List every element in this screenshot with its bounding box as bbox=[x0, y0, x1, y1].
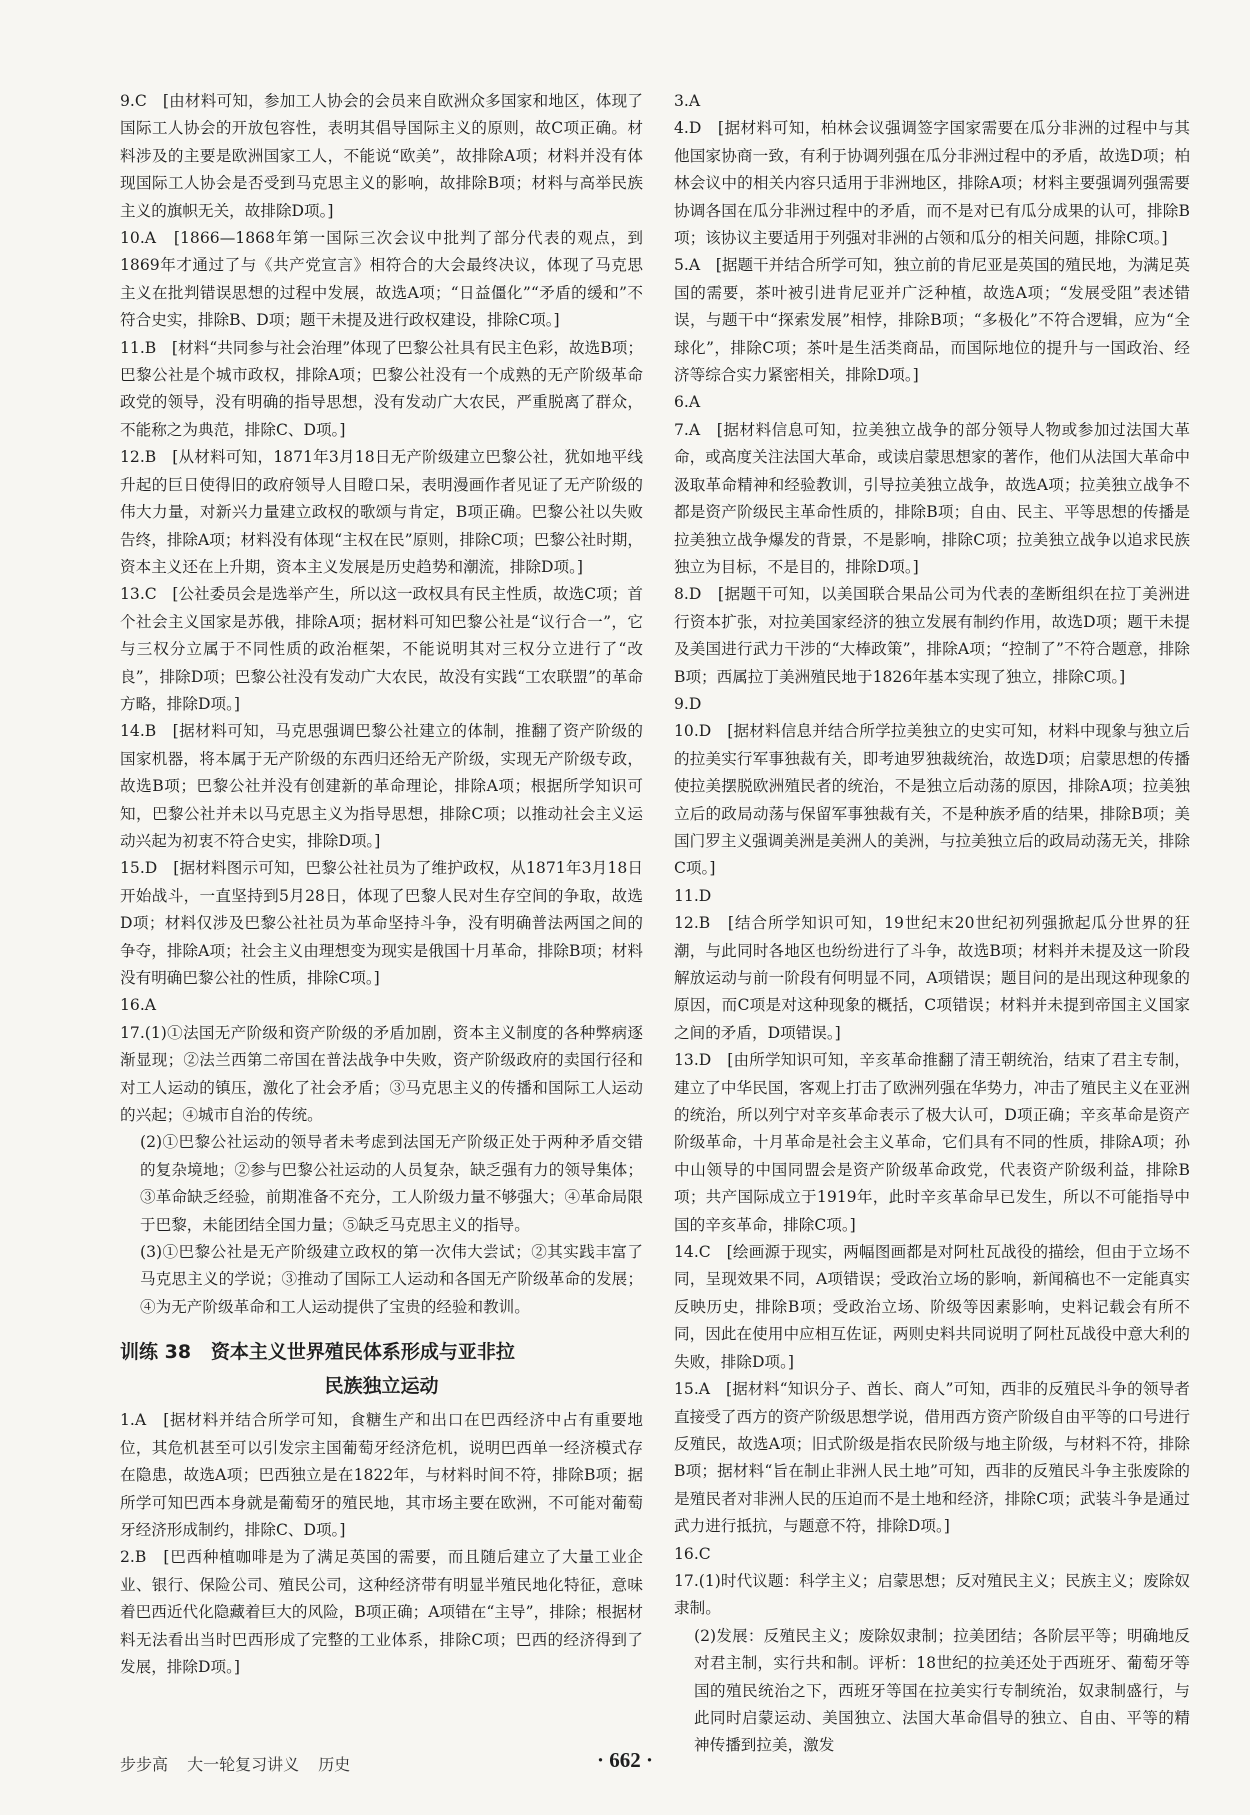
answer-38-10: 10.D [据材料信息并结合所学拉美独立的史实可知，材料中现象与独立后的拉美实行军事独裁有关，即考迪罗独裁统治，故选D项；启蒙思想的传播使拉美摆脱欧洲殖民者的统治，不是独立后动荡的原因，排除A项；拉美独立后的政局动荡与保留军事独裁有关，不是种族矛盾的结果，排除B项；美国门罗主义强调美洲是美洲人的美洲，与拉美独立后的政局动荡无关，排除C项。] bbox=[674, 722, 1190, 878]
answer-38-16: 16.C bbox=[674, 1544, 711, 1563]
answer-13: 13.C [公社委员会是选举产生，所以这一政权具有民主性质，故选C项；首个社会主义国家是苏俄，排除A项；据材料可知巴黎公社是“议行合一”，它与三权分立属于不同性质的政治框架，不能说明其对三权分立进行了“改良”，排除D项；巴黎公社没有发动广大农民，故没有实践“工农联盟”的革命方略，排除D项。] bbox=[120, 585, 643, 713]
section-label: 训练 38 bbox=[120, 1341, 192, 1364]
answer-38-4: 4.D [据材料可知，柏林会议强调签字国家需要在瓜分非洲的过程中与其他国家协商一致，有利于协调列强在瓜分非洲过程中的矛盾，故选D项；柏林会议中的相关内容只适用于非洲地区，排除A项；材料主要强调列强需要协调各国在瓜分非洲过程中的矛盾，而不是对已有瓜分成果的认可，排除B项；该协议主要适用于列强对非洲的占领和瓜分的相关问题，排除C项。] bbox=[674, 119, 1190, 248]
answer-17-part-1: 17.(1)①法国无产阶级和资产阶级的矛盾加剧，资本主义制度的各种弊病逐渐显现；②法兰西第二帝国在普法战争中失败，资产阶级政府的卖国行径和对工人运动的镇压，激化了社会矛盾；③马克思主义的传播和国际工人运动的兴起；④城市自治的传统。 bbox=[120, 1023, 643, 1125]
right-column bbox=[674, 88, 1190, 1760]
section-title-line2: 民族独立运动 bbox=[324, 1375, 439, 1398]
section-title-line1: 资本主义世界殖民体系形成与亚非拉 bbox=[210, 1341, 515, 1364]
answer-38-2: 2.B [巴西种植咖啡是为了满足英国的需要，而且随后建立了大量工业企业、银行、保险公司、殖民公司，这种经济带有明显半殖民地化特征，意味着巴西近代化隐藏着巨大的风险，B项正确；A项错在“主导”，排除；根据材料无法看出当时巴西形成了完整的工业体系，排除C项；巴西的经济得到了发展，排除D项。] bbox=[120, 1548, 643, 1676]
footer-subject: 历史 bbox=[318, 1755, 351, 1774]
answer-38-7: 7.A [据材料信息可知，拉美独立战争的部分领导人物或参加过法国大革命，或高度关注法国大革命，或读启蒙思想家的著作，他们从法国大革命中汲取革命精神和经验教训，引导拉美独立战争，故选A项；拉美独立战争不都是资产阶级民主革命性质的，排除B项；自由、民主、平等思想的传播是拉美独立战争爆发的背景，不是影响，排除C项；拉美独立战争以追求民族独立为目标，不是目的，排除D项。] bbox=[674, 420, 1190, 576]
answer-38-3: 3.A bbox=[674, 92, 701, 110]
answer-12: 12.B [从材料可知，1871年3月18日无产阶级建立巴黎公社，犹如地平线升起的巨日使得旧的政府领导人目瞪口呆，表明漫画作者见证了无产阶级的伟大力量，对新兴力量建立政权的歌颂与肯定，B项正确。巴黎公社以失败告终，排除A项；材料没有体现“主权在民”原则，排除C项；巴黎公社时期，资本主义还在上升期，资本主义发展是历史趋势和潮流，排除D项。] bbox=[120, 448, 643, 576]
footer-brand: 步步高 bbox=[120, 1755, 169, 1774]
answer-columns bbox=[120, 88, 1190, 1760]
answer-38-15: 15.A [据材料“知识分子、酋长、商人”可知，西非的反殖民斗争的领导者直接受了西方的资产阶级思想学说，借用西方资产阶级自由平等的口号进行反殖民，故选A项；旧式阶级是指农民阶级与地主阶级，与材料不符，排除B项；据材料“旨在制止非洲人民土地”可知，西非的反殖民斗争主张废除的是殖民者对非洲人民的压迫而不是土地和经济，排除C项；武装斗争是通过武力进行抵抗，与题意不符，排除D项。] bbox=[674, 1380, 1190, 1536]
answer-11: 11.B [材料“共同参与社会治理”体现了巴黎公社具有民主色彩，故选B项；巴黎公社是个城市政权，排除A项；巴黎公社没有一个成熟的无产阶级革命政党的领导，没有明确的指导思想，没有发动广大农民，严重脱离了群众，不能称之为典范，排除C、D项。] bbox=[120, 338, 643, 439]
answer-10: 10.A [1866—1868年第一国际三次会议中批判了部分代表的观点，到1869年才通过了与《共产党宣言》相符合的大会最终决议，体现了马克思主义在批判错误思想的过程中发展，故选A项；“日益僵化”“矛盾的缓和”不符合史实，排除B、D项；题干未提及进行政权建设，排除C项。] bbox=[120, 229, 643, 330]
answer-38-9: 9.D bbox=[674, 694, 702, 713]
answer-38-12: 12.B [结合所学知识可知，19世纪末20世纪初列强掀起瓜分世界的狂潮，与此同时各地区也纷纷进行了斗争，故选B项；材料并未提及这一阶段解放运动与前一阶段有何明显不同，A项错误；题目问的是出现这种现象的原因，而C项是对这种现象的概括，C项错误；材料并未提到帝国主义国家之间的矛盾，D项错误。] bbox=[674, 914, 1190, 1042]
section-heading bbox=[120, 1335, 643, 1403]
left-column bbox=[120, 88, 643, 1760]
answer-17-part-3: (3)①巴黎公社是无产阶级建立政权的第一次伟大尝试；②其实践丰富了马克思主义的学说；③推动了国际工人运动和各国无产阶级革命的发展；④为无产阶级革命和工人运动提供了宝贵的经验和教训。 bbox=[140, 1243, 643, 1316]
answer-38-14: 14.C [绘画源于现实，两幅图画都是对阿杜瓦战役的描绘，但由于立场不同，呈现效果不同，A项错误；受政治立场的影响，新闻稿也不一定能真实反映历史，排除B项；受政治立场、阶级等因素影响，史料记载会有所不同，因此在使用中应相互佐证，两则史料共同说明了阿杜瓦战役中意大利的失败，排除D项。] bbox=[674, 1243, 1190, 1371]
answer-38-11: 11.D bbox=[674, 886, 712, 905]
footer-book: 大一轮复习讲义 bbox=[187, 1755, 300, 1774]
answer-38-13: 13.D [由所学知识可知，辛亥革命推翻了清王朝统治，结束了君主专制，建立了中华民国，客观上打击了欧洲列强在华势力，冲击了殖民主义在亚洲的统治，所以列宁对辛亥革命表示了极大认可，D项正确；辛亥革命是资产阶级革命，十月革命是社会主义革命，它们具有不同的性质，排除A项；孙中山领导的中国同盟会是资产阶级革命政党，代表资产阶级利益，排除B项；共产国际成立于1919年，此时辛亥革命早已发生，所以不可能指导中国的辛亥革命，排除C项。] bbox=[674, 1051, 1190, 1234]
answer-38-17-part-1: 17.(1)时代议题：科学主义；启蒙思想；反对殖民主义；民族主义；废除奴隶制。 bbox=[674, 1571, 1190, 1618]
answer-38-1: 1.A [据材料并结合所学可知，食糖生产和出口在巴西经济中占有重要地位，其危机甚至可以引发宗主国葡萄牙经济危机，说明巴西单一经济模式存在隐患，故选A项；巴西独立是在1822年，与材料时间不符，排除B项；据所学可知巴西本身就是葡萄牙的殖民地，其市场主要在欧洲，不可能对葡萄牙经济形成制约，排除C、D项。] bbox=[120, 1411, 643, 1539]
answer-16: 16.A bbox=[120, 996, 157, 1015]
page-number: · 662 · bbox=[596, 1748, 653, 1772]
answer-17-part-2: (2)①巴黎公社运动的领导者未考虑到法国无产阶级正处于两种矛盾交错的复杂境地；②参与巴黎公社运动的人员复杂，缺乏强有力的领导集体；③革命缺乏经验，前期准备不充分，工人阶级力量不够强大；④革命局限于巴黎，未能团结全国力量；⑤缺乏马克思主义的指导。 bbox=[140, 1133, 643, 1234]
answer-9: 9.C [由材料可知，参加工人协会的会员来自欧洲众多国家和地区，体现了国际工人协会的开放包容性，表明其倡导国际主义的原则，故C项正确。材料涉及的主要是欧洲国家工人，不能说“欧美”，故排除A项；材料并没有体现国际工人协会是否受到马克思主义的影响，故排除B项；材料与高举民族主义的旗帜无关，故排除D项。] bbox=[120, 92, 643, 220]
answer-38-5: 5.A [据题干并结合所学可知，独立前的肯尼亚是英国的殖民地，为满足英国的需要，茶叶被引进肯尼亚并广泛种植，故选A项；“发展受阻”表述错误，与题干中“探索发展”相悖，排除B项；“多极化”不符合逻辑，应为“全球化”，排除C项；茶叶是生活类商品，而国际地位的提升与一国政治、经济等综合实力紧密相关，排除D项。] bbox=[674, 256, 1190, 385]
answer-38-6: 6.A bbox=[674, 393, 701, 412]
answer-38-8: 8.D [据题干可知，以美国联合果品公司为代表的垄断组织在拉丁美洲进行资本扩张，对拉美国家经济的独立发展有制约作用，故选D项；题干未提及美国进行武力干涉的“大棒政策”，排除A项；“控制了”不符合题意，排除B项；西属拉丁美洲殖民地于1826年基本实现了独立，排除C项。] bbox=[674, 585, 1190, 686]
answer-14: 14.B [据材料可知，马克思强调巴黎公社建立的体制，推翻了资产阶级的国家机器，将本属于无产阶级的东西归还给无产阶级，实现无产阶级专政，故选B项；巴黎公社并没有创建新的革命理论，排除A项；根据所学知识可知，巴黎公社并未以马克思主义为指导思想，排除C项；以推动社会主义运动兴起为初衷不符合史实，排除D项。] bbox=[120, 722, 643, 850]
answer-15: 15.D [据材料图示可知，巴黎公社社员为了维护政权，从1871年3月18日开始战斗，一直坚持到5月28日，体现了巴黎人民对生存空间的争取，故选D项；材料仅涉及巴黎公社社员为革命坚持斗争，没有明确普法两国之间的争夺，排除A项；社会主义由理想变为现实是俄国十月革命，排除B项；材料没有明确巴黎公社的性质，排除C项。] bbox=[120, 859, 643, 987]
answer-38-17-part-2: (2)发展：反殖民主义；废除奴隶制；拉美团结；各阶层平等；明确地反对君主制，实行共和制。评析：18世纪的拉美还处于西班牙、葡萄牙等国的殖民统治之下，西班牙等国在拉美实行专制统治，奴隶制盛行，与此同时启蒙运动、美国独立、法国大革命倡导的独立、自由、平等的精神传播到拉美，激发 bbox=[694, 1626, 1190, 1755]
